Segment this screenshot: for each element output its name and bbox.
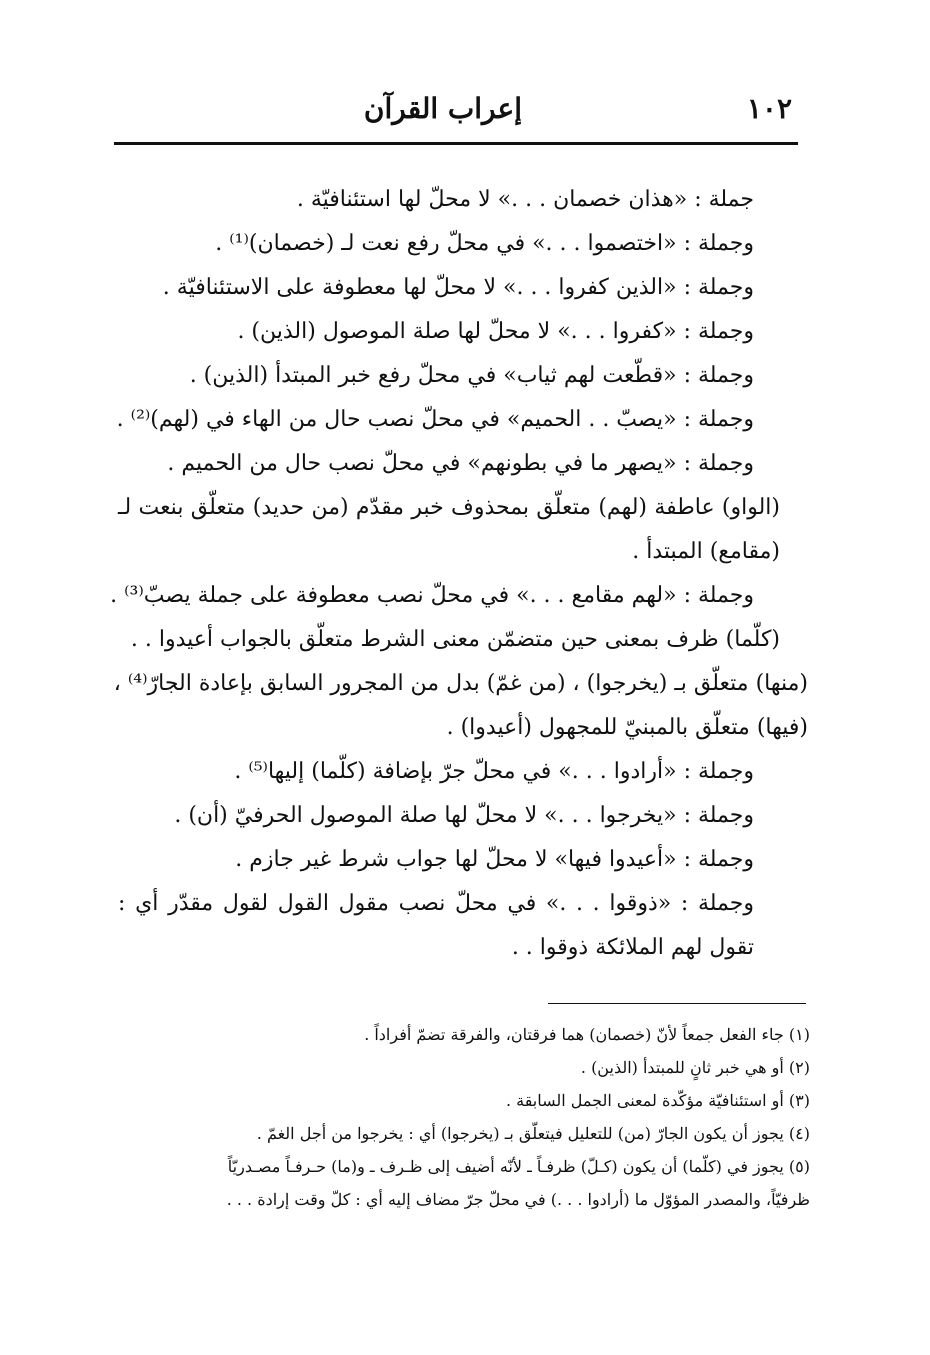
footnote: (٥) يجوز في (كلّما) أن يكون (كـلّ) ظرفـاً ـ لأنّه أضيف إلى ظـرف ـ و(ما) حـرفـاً مصـدريّاً	[227, 1157, 810, 1176]
text-line: وجملة : «أعيدوا فيها» لا محلّ لها جواب شرط غير جازم .	[235, 847, 754, 872]
footnote: (١) جاء الفعل جمعاً لأنّ (خصمان) هما فرقتان، والفرقة تضمّ أفراداً .	[364, 1025, 810, 1044]
text-paragraph: (الواو) عاطفة (لهم) متعلّق بمحذوف خبر مقدّم (من حديد) متعلّق بنعت لـ (مقامع) المبتدأ .	[118, 495, 780, 564]
footnote: (٤) يجوز أن يكون الجارّ (من) للتعليل فيتعلّق بـ (يخرجوا) أي : يخرجوا من أجل الغمّ .	[256, 1124, 810, 1143]
text-line: وجملة : «اختصموا . . .» في محلّ رفع نعت لـ (خصمان)⁽¹⁾ .	[215, 231, 754, 256]
text-paragraph: وجملة : «ذوقوا . . .» في محلّ نصب مقول القول لقول مقدّر أي : تقول لهم الملائكة ذوقوا . .	[118, 891, 754, 960]
text-line: وجملة : «يصبّ . . الحميم» في محلّ نصب حال من الهاء في (لهم)⁽²⁾ .	[116, 407, 754, 432]
footnote-rule	[548, 1003, 806, 1004]
text-line: (فيها) متعلّق بالمبنيّ للمجهول (أعيدوا) .	[446, 715, 808, 740]
text-line: وجملة : «يخرجوا . . .» لا محلّ لها صلة الموصول الحرفيّ (أن) .	[174, 803, 754, 828]
header-rule	[114, 142, 798, 145]
text-line: وجملة : «كفروا . . .» لا محلّ لها صلة الموصول (الذين) .	[237, 319, 754, 344]
text-line: جملة : «هذان خصمان . . .» لا محلّ لها استئنافيّة .	[296, 187, 754, 212]
text-line: وجملة : «الذين كفروا . . .» لا محلّ لها معطوفة على الاستئنافيّة .	[162, 275, 754, 300]
text-line: (كلّما) ظرف بمعنى حين متضمّن معنى الشرط متعلّق بالجواب أعيدوا . .	[130, 627, 780, 652]
page-header	[118, 92, 792, 132]
running-title: إعراب القرآن	[363, 92, 522, 125]
page-number: ١٠٢	[746, 92, 792, 125]
text-line: وجملة : «يصهر ما في بطونهم» في محلّ نصب حال من الحميم .	[167, 451, 754, 476]
footnote: (٢) أو هي خبر ثانٍ للمبتدأ (الذين) .	[580, 1058, 810, 1077]
main-text	[110, 178, 808, 970]
text-line: وجملة : «قطّعت لهم ثياب» في محلّ رفع خبر المبتدأ (الذين) .	[189, 363, 754, 388]
text-line: (منها) متعلّق بـ (يخرجوا) ، (من غمّ) بدل من المجرور السابق بإعادة الجارّ⁽⁴⁾ ،	[113, 671, 808, 696]
text-line: وجملة : «أرادوا . . .» في محلّ جرّ بإضافة (كلّما) إليها⁽⁵⁾ .	[234, 759, 754, 784]
footnote-continuation: ظرفيّاً، والمصدر المؤوّل ما (أرادوا . . .) في محلّ جرّ مضاف إليه أي : كلّ وقت إرادة . . .	[226, 1190, 810, 1209]
footnotes	[160, 1018, 810, 1216]
footnote: (٣) أو استئنافيّة مؤكّدة لمعنى الجمل السابقة .	[505, 1091, 810, 1110]
text-line: وجملة : «لهم مقامع . . .» في محلّ نصب معطوفة على جملة يصبّ⁽³⁾ .	[110, 583, 754, 608]
